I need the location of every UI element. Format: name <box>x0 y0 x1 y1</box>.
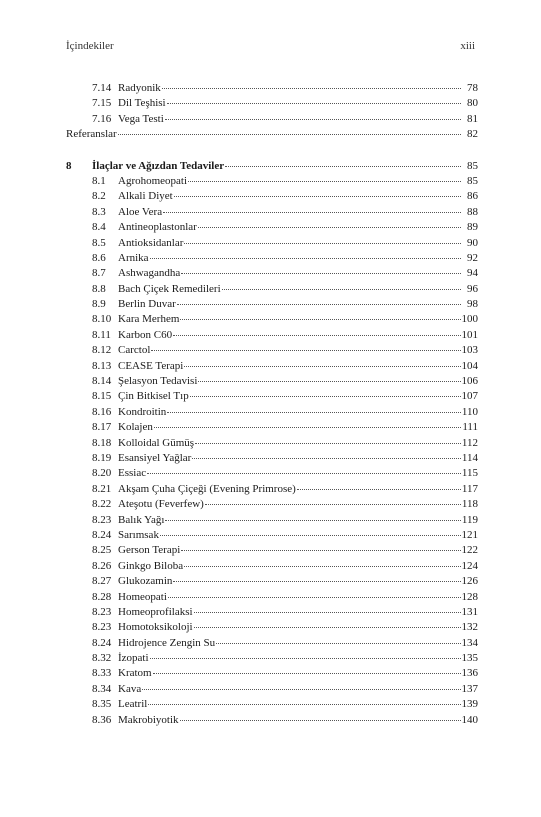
entry-number: 8.22 <box>92 498 112 511</box>
toc-entry[interactable] <box>66 220 478 235</box>
page-number: 103 <box>461 344 478 357</box>
page-number: 110 <box>461 405 478 418</box>
entry-number: 8.1 <box>92 174 106 187</box>
page-number: 119 <box>461 513 478 526</box>
page-number: 107 <box>461 390 478 403</box>
entry-title: İzopati <box>118 652 149 665</box>
entry-title: Kolajen <box>118 421 153 434</box>
page-number: 90 <box>467 236 478 249</box>
dot-leader <box>151 350 460 351</box>
page-number: 122 <box>461 544 478 557</box>
entry-title: Bach Çiçek Remedileri <box>118 282 221 295</box>
dot-leader <box>167 103 461 104</box>
dot-leader <box>165 119 461 120</box>
dot-leader <box>225 166 461 167</box>
entry-title: Antioksidanlar <box>118 236 184 249</box>
entry-title: Esansiyel Yağlar <box>118 451 192 464</box>
dot-leader <box>167 412 461 413</box>
entry-number: 8.19 <box>92 451 112 464</box>
dot-leader <box>184 366 460 367</box>
dot-leader <box>118 134 461 135</box>
toc-entry[interactable] <box>66 359 478 374</box>
dot-leader <box>154 427 461 428</box>
dot-leader <box>184 243 461 244</box>
entry-title: Dil Teşhisi <box>118 97 166 110</box>
dot-leader <box>147 473 461 474</box>
toc-chapter-row[interactable] <box>66 159 478 174</box>
toc-entry[interactable] <box>66 266 478 281</box>
entry-number: 8.3 <box>92 205 106 218</box>
toc-entry[interactable] <box>66 543 478 558</box>
entry-title: Sarımsak <box>118 528 159 541</box>
toc-entry[interactable] <box>66 96 478 111</box>
dot-leader <box>177 304 461 305</box>
toc-entry[interactable] <box>66 205 478 220</box>
entry-number: 8.24 <box>92 636 112 649</box>
toc-entry[interactable] <box>66 682 478 697</box>
toc-entry[interactable] <box>66 605 478 620</box>
entry-title: Agrohomeopati <box>118 174 188 187</box>
chapter-number: 8 <box>66 159 72 172</box>
entry-number: 8.23 <box>92 621 112 634</box>
dot-leader <box>198 381 460 382</box>
page-number: 85 <box>467 174 478 187</box>
running-header <box>66 40 475 52</box>
entry-title: Homeoprofilaksi <box>118 605 193 618</box>
entry-title: Alkali Diyet <box>118 190 173 203</box>
dot-leader <box>190 396 461 397</box>
dot-leader <box>168 597 461 598</box>
page-number: 86 <box>467 190 478 203</box>
chapter-title: İlaçlar ve Ağızdan Tedaviler <box>92 159 225 172</box>
entry-title: Radyonik <box>118 82 161 94</box>
entry-number: 8.17 <box>92 421 112 434</box>
entry-title: Homeopati <box>118 590 167 603</box>
page-number: 135 <box>461 652 478 665</box>
entry-number: 8.12 <box>92 344 112 357</box>
page-number: 115 <box>461 467 478 480</box>
header-page-number: xiii <box>460 40 475 52</box>
toc-entry[interactable] <box>66 482 478 497</box>
entry-number: 8.34 <box>92 682 112 695</box>
page-number: 112 <box>461 436 478 449</box>
entry-title: Kara Merhem <box>118 313 180 326</box>
entry-title: Ashwagandha <box>118 267 181 280</box>
toc-entry[interactable] <box>66 282 478 297</box>
entry-number: 8.14 <box>92 375 112 388</box>
dot-leader <box>173 581 460 582</box>
entry-title: Vega Testi <box>118 112 164 125</box>
dot-leader <box>174 196 461 197</box>
entry-title: Kolloidal Gümüş <box>118 436 195 449</box>
dot-leader <box>188 181 461 182</box>
page-number: 121 <box>461 528 478 541</box>
dot-leader <box>222 289 461 290</box>
entry-number: 8.26 <box>92 559 112 572</box>
entry-title: Referanslar <box>66 128 117 141</box>
entry-number: 8.27 <box>92 575 112 588</box>
page-number: 89 <box>467 221 478 234</box>
dot-leader <box>142 689 460 690</box>
page-number: 104 <box>461 359 478 372</box>
dot-leader <box>160 535 461 536</box>
toc-entry[interactable] <box>66 436 478 451</box>
toc-entry[interactable] <box>66 312 478 327</box>
entry-title: Şelasyon Tedavisi <box>118 375 198 388</box>
dot-leader <box>181 550 460 551</box>
dot-leader <box>194 627 461 628</box>
entry-title: Essiac <box>118 467 147 480</box>
entry-title: Kratom <box>118 667 152 680</box>
dot-leader <box>148 704 460 705</box>
entry-title: Balık Yağı <box>118 513 165 526</box>
entry-number: 8.9 <box>92 298 106 311</box>
page-number: 101 <box>461 328 478 341</box>
dot-leader <box>150 658 461 659</box>
toc-entry[interactable] <box>66 574 478 589</box>
toc-entry[interactable] <box>66 174 478 189</box>
page-number: 92 <box>467 251 478 264</box>
toc-entry[interactable] <box>66 513 478 528</box>
entry-title: Hidrojence Zengin Su <box>118 636 216 649</box>
dot-leader <box>192 458 461 459</box>
entry-number: 8.16 <box>92 405 112 418</box>
page-number: 140 <box>461 713 478 726</box>
dot-leader <box>162 88 461 89</box>
section-gap <box>66 143 478 159</box>
entry-number: 8.35 <box>92 698 112 711</box>
page-number: 81 <box>467 112 478 125</box>
toc-entry[interactable] <box>66 189 478 204</box>
entry-number: 8.33 <box>92 667 112 680</box>
entry-number: 8.5 <box>92 236 106 249</box>
entry-title: Glukozamin <box>118 575 173 588</box>
toc-entry[interactable] <box>66 236 478 251</box>
entry-title: Carctol <box>118 344 151 357</box>
entry-number: 8.23 <box>92 605 112 618</box>
toc-entry[interactable] <box>66 389 478 404</box>
dot-leader <box>180 720 461 721</box>
entry-number: 8.15 <box>92 390 112 403</box>
page-number: 139 <box>461 698 478 711</box>
page-number: 78 <box>467 82 478 94</box>
entry-title: Karbon C60 <box>118 328 173 341</box>
dot-leader <box>173 335 460 336</box>
page-number: 98 <box>467 298 478 311</box>
toc-entry[interactable] <box>66 666 478 681</box>
entry-title: CEASE Terapi <box>118 359 184 372</box>
toc-entry[interactable] <box>66 420 478 435</box>
entry-number: 8.20 <box>92 467 112 480</box>
page-number: 136 <box>461 667 478 680</box>
toc-entry[interactable] <box>66 112 478 127</box>
toc-entry[interactable] <box>66 713 478 728</box>
toc-entry[interactable] <box>66 466 478 481</box>
entry-title: Ginkgo Biloba <box>118 559 184 572</box>
page-number: 114 <box>461 451 478 464</box>
entry-number: 8.2 <box>92 190 106 203</box>
entry-number: 8.32 <box>92 652 112 665</box>
entry-number: 8.25 <box>92 544 112 557</box>
page-number: 106 <box>461 375 478 388</box>
page-number: 132 <box>461 621 478 634</box>
entry-number: 8.4 <box>92 221 106 234</box>
page-number: 117 <box>461 482 478 495</box>
entry-number: 8.28 <box>92 590 112 603</box>
page-number: 100 <box>461 313 478 326</box>
dot-leader <box>150 258 461 259</box>
header-section-title: İçindekiler <box>66 40 114 52</box>
entry-title: Arnika <box>118 251 149 264</box>
entry-number: 8.13 <box>92 359 112 372</box>
dot-leader <box>181 273 461 274</box>
toc-entry[interactable] <box>66 343 478 358</box>
toc-entry[interactable] <box>66 251 478 266</box>
toc-entry[interactable] <box>66 636 478 651</box>
toc-entry[interactable] <box>66 405 478 420</box>
entry-title: Ateşotu (Feverfew) <box>118 498 204 511</box>
entry-title: Gerson Terapi <box>118 544 181 557</box>
page-number: 131 <box>461 605 478 618</box>
entry-title: Homotoksikoloji <box>118 621 193 634</box>
entry-title: Makrobiyotik <box>118 713 179 726</box>
dot-leader <box>216 643 460 644</box>
entry-number: 8.18 <box>92 436 112 449</box>
dot-leader <box>153 673 461 674</box>
page-number: 80 <box>467 97 478 110</box>
entry-title: Kondroitin <box>118 405 167 418</box>
entry-number: 8.7 <box>92 267 106 280</box>
page-number: 134 <box>461 636 478 649</box>
entry-number: 8.8 <box>92 282 106 295</box>
dot-leader <box>180 319 460 320</box>
dot-leader <box>205 504 461 505</box>
entry-title: Berlin Duvar <box>118 298 176 311</box>
page-number: 111 <box>462 421 478 434</box>
entry-number: 7.15 <box>92 97 112 110</box>
page-number: 96 <box>467 282 478 295</box>
entry-title: Kava <box>118 682 142 695</box>
entry-number: 8.24 <box>92 528 112 541</box>
dot-leader <box>163 212 461 213</box>
dot-leader <box>184 566 460 567</box>
page-number: 82 <box>467 128 478 141</box>
page-number: 118 <box>461 498 478 511</box>
dot-leader <box>198 227 461 228</box>
entry-title: Çin Bitkisel Tıp <box>118 390 189 403</box>
entry-number: 7.14 <box>92 82 112 94</box>
toc-entry[interactable] <box>66 497 478 512</box>
entry-number: 8.36 <box>92 713 112 726</box>
toc-entry[interactable] <box>66 559 478 574</box>
toc-entry[interactable] <box>66 651 478 666</box>
page-number: 126 <box>461 575 478 588</box>
dot-leader <box>165 520 460 521</box>
toc-entry[interactable] <box>66 328 478 343</box>
entry-number: 8.23 <box>92 513 112 526</box>
toc-entry[interactable] <box>66 451 478 466</box>
page-number: 137 <box>461 682 478 695</box>
page-number: 124 <box>461 559 478 572</box>
page-number: 128 <box>461 590 478 603</box>
entry-number: 8.11 <box>92 328 111 341</box>
dot-leader <box>194 612 461 613</box>
entry-title: Akşam Çuha Çiçeği (Evening Primrose) <box>118 482 296 495</box>
entry-number: 8.6 <box>92 251 106 264</box>
page-number: 85 <box>467 159 478 172</box>
toc-entry[interactable] <box>66 127 478 142</box>
toc-entry[interactable] <box>66 697 478 712</box>
table-of-contents <box>66 81 478 728</box>
toc-entry[interactable] <box>66 297 478 312</box>
toc-entry[interactable] <box>66 590 478 605</box>
page-number: 88 <box>467 205 478 218</box>
entry-title: Antineoplastonlar <box>118 221 197 234</box>
entry-title: Leatril <box>118 698 148 711</box>
dot-leader <box>195 443 461 444</box>
toc-entry[interactable] <box>66 81 478 96</box>
page-number: 94 <box>467 267 478 280</box>
toc-entry[interactable] <box>66 528 478 543</box>
entry-title: Aloe Vera <box>118 205 163 218</box>
dot-leader <box>297 489 461 490</box>
entry-number: 8.21 <box>92 482 112 495</box>
entry-number: 8.10 <box>92 313 112 326</box>
toc-entry[interactable] <box>66 620 478 635</box>
entry-number: 7.16 <box>92 112 112 125</box>
toc-entry[interactable] <box>66 374 478 389</box>
